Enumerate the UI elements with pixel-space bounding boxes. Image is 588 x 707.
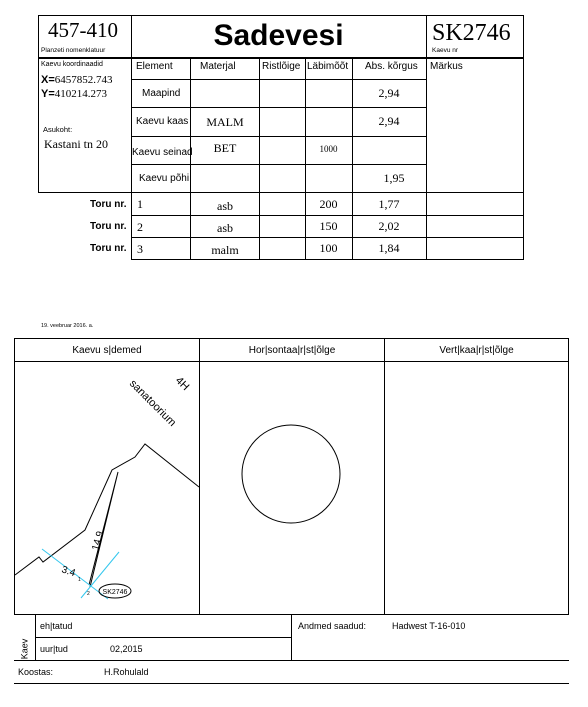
col-remark: Märkus	[430, 61, 463, 72]
location-sketch	[15, 362, 199, 614]
location-value: Kastani tn 20	[44, 137, 108, 151]
street-label: sanatoorium	[126, 377, 179, 429]
pipe-label: Toru nr.	[90, 220, 127, 232]
side-label	[13, 637, 35, 660]
side-label-text: Kaev	[18, 638, 29, 659]
pipe-number: 3	[137, 241, 143, 256]
x-coordinate	[41, 74, 113, 86]
page-title: Sadevesi	[213, 19, 344, 52]
col-section: Ristlõige	[262, 61, 301, 72]
pipe-elevation: 1,84	[378, 240, 400, 255]
sheet-number: 457-410	[48, 18, 118, 42]
y-coordinate	[41, 88, 107, 100]
row-material: BET	[213, 140, 237, 155]
pipe-material: malm	[211, 242, 239, 257]
house-label: 4H	[172, 374, 192, 394]
x-value: 6457852.743	[54, 74, 113, 86]
building-outline	[15, 444, 199, 575]
author-label: Koostas:	[18, 667, 54, 677]
x-label: X=	[41, 74, 55, 86]
row-element: Maapind	[142, 88, 181, 99]
well-tag: SK2746	[102, 589, 128, 596]
measured-value: 02,2015	[110, 644, 143, 654]
pipe-number-1: 1	[78, 577, 81, 583]
row-element: Kaevu kaas	[136, 116, 189, 127]
coord-caption: Kaevu koordinaadid	[41, 61, 103, 68]
pipe-diameter: 200	[319, 196, 338, 211]
pipe-diameter: 100	[319, 240, 338, 255]
y-label: Y=	[41, 88, 55, 100]
pipe-label: Toru nr.	[90, 242, 127, 254]
pipe-label: Toru nr.	[90, 198, 127, 210]
pipe-material: asb	[217, 220, 233, 235]
well-marker	[99, 584, 131, 598]
row-element: Kaevu seinad	[132, 147, 193, 158]
author-value: H.Rohulald	[104, 667, 149, 677]
date-label: 19. veebruar 2016. a.	[41, 323, 94, 329]
pipe-diameter: 150	[319, 218, 338, 233]
col-element: Element	[136, 61, 173, 72]
row-diameter: 1000	[319, 144, 338, 154]
distance-short: 3.4	[60, 564, 77, 580]
pipe-number: 2	[137, 219, 143, 234]
location-caption: Asukoht:	[43, 125, 73, 134]
tab-vertical-section: Vert|kaa|r|st|õlge	[439, 344, 514, 356]
pipe-elevation: 1,77	[378, 196, 400, 211]
horizontal-section-drawing	[200, 362, 384, 614]
well-circle	[242, 425, 340, 523]
row-elevation: 1,95	[383, 171, 405, 185]
y-value: 410214.273	[54, 88, 108, 100]
built-label: eh|tatud	[40, 621, 73, 631]
row-element: Kaevu põhi	[139, 173, 190, 184]
pipe-elevation: 2,02	[378, 218, 400, 233]
pipe-material: asb	[217, 198, 233, 213]
pipe-number: 1	[137, 196, 143, 211]
row-elevation: 2,94	[378, 86, 400, 100]
well-id: SK2746	[432, 20, 511, 46]
distance-long: 14.9	[90, 530, 107, 552]
sheet-caption: Planzeti nomenklatuur	[41, 47, 106, 54]
tab-plan: Kaevu s|demed	[72, 344, 142, 356]
col-elevation: Abs. kõrgus	[365, 61, 418, 72]
col-material: Materjal	[200, 61, 236, 72]
source-value: Hadwest T-16-010	[392, 621, 466, 631]
tab-horizontal-section: Hor|sontaa|r|st|õlge	[248, 344, 336, 356]
pipe-number-2: 2	[87, 591, 90, 597]
row-material: MALM	[206, 114, 244, 129]
row-elevation: 2,94	[378, 114, 400, 128]
well-caption: Kaevu nr	[432, 47, 459, 54]
measured-label: uur|tud	[40, 644, 68, 654]
col-diameter: Läbimõõt	[307, 61, 349, 72]
source-label: Andmed saadud:	[298, 621, 367, 631]
